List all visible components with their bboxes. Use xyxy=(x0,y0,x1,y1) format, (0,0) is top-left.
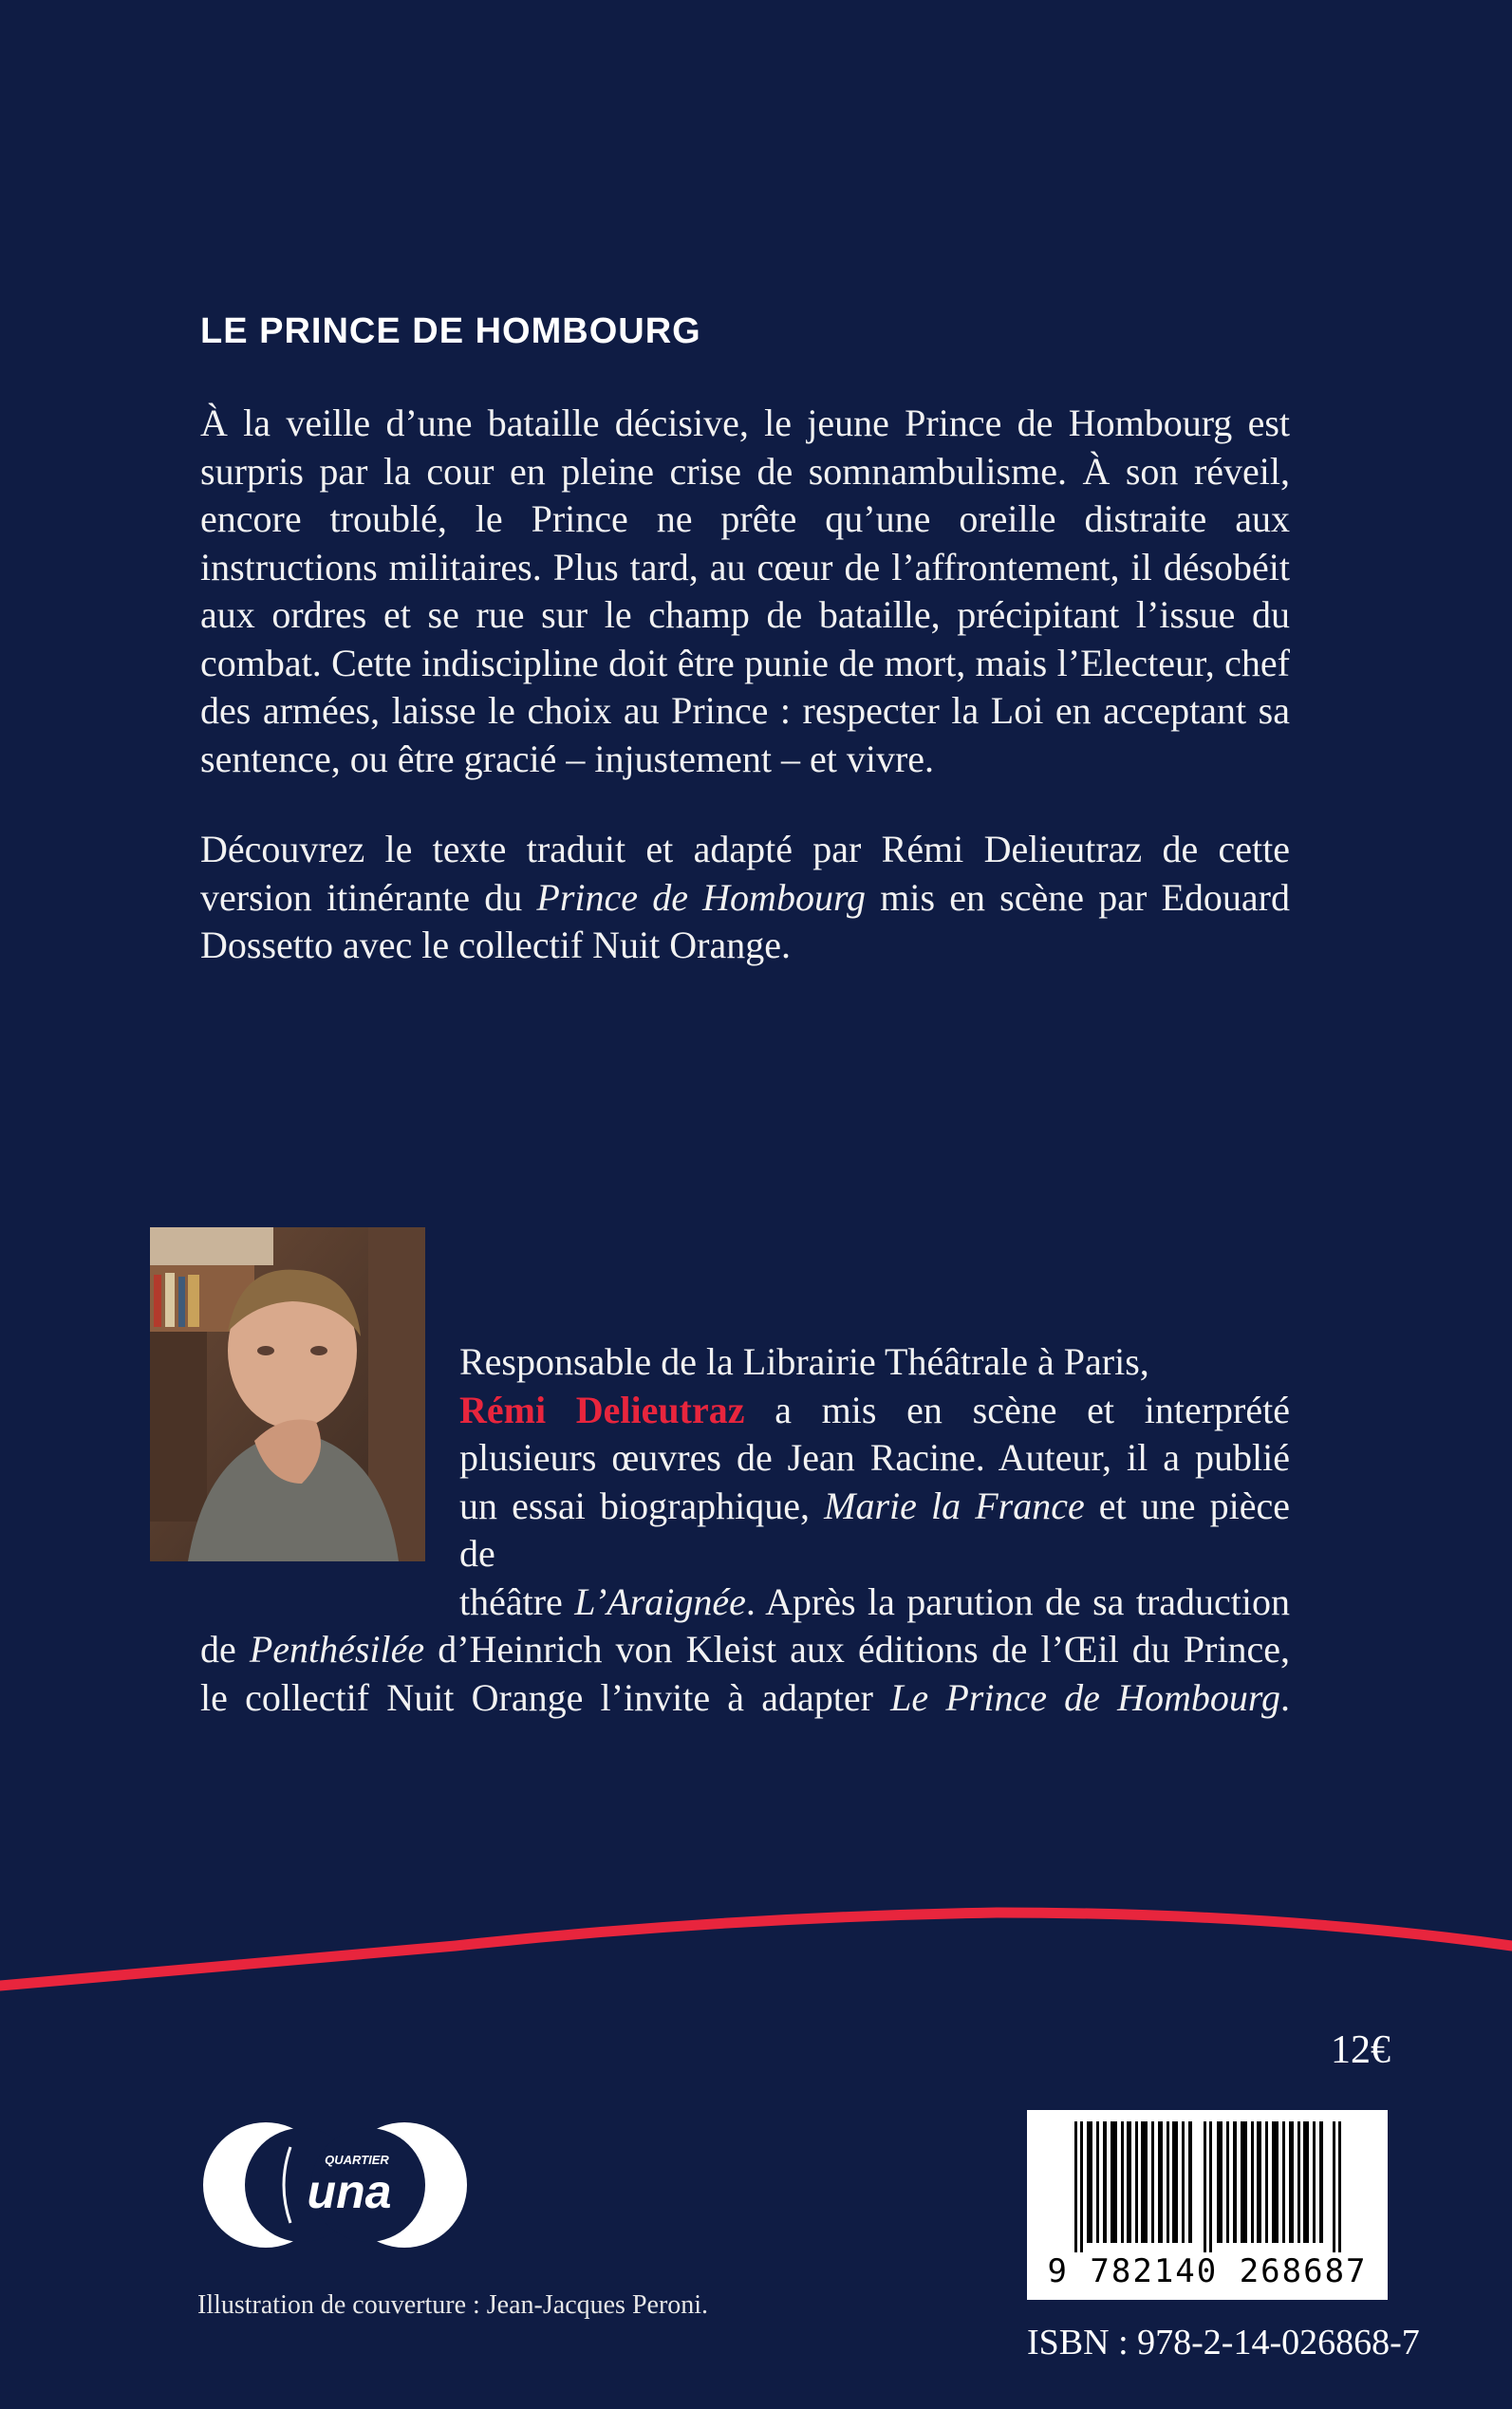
barcode-bars xyxy=(1027,2110,1388,2252)
bio-line-4-pre: un essai biographique, xyxy=(459,1484,825,1527)
bio-line-7 xyxy=(200,1674,1290,1723)
cover-illustration-credit: Illustration de couverture : Jean-Jacques Peroni. xyxy=(197,2290,709,2320)
bio-line-7-post: . xyxy=(1280,1675,1290,1719)
barcode-digits: 9 782140 268687 xyxy=(1047,2252,1368,2290)
bio-line-5-pre: théâtre xyxy=(459,1579,575,1623)
author-name: Rémi Delieutraz xyxy=(459,1388,745,1431)
red-wave-decoration xyxy=(0,1860,1512,2012)
bio-line-5 xyxy=(200,1578,1290,1627)
logo-quartier-text: QUARTIER xyxy=(325,2153,389,2167)
bio-line-4-italic: Marie la France xyxy=(824,1484,1085,1527)
discover-title-italic: Prince de Hombourg xyxy=(536,875,867,919)
bio-line-6-pre: de xyxy=(200,1628,250,1671)
bio-line-4 xyxy=(200,1483,1290,1578)
bio-line-5-post: . Après la parution de sa traduction xyxy=(745,1579,1290,1623)
barcode xyxy=(1027,2110,1388,2300)
bio-line-2 xyxy=(200,1387,1290,1435)
bio-line-6-post: d’Heinrich von Kleist aux éditions de l’Œil du Prince, xyxy=(424,1628,1290,1671)
discover-paragraph xyxy=(200,826,1290,970)
book-title: LE PRINCE DE HOMBOURG xyxy=(200,311,701,351)
bio-line-6-italic: Penthésilée xyxy=(249,1628,425,1671)
bio-line-6 xyxy=(200,1626,1290,1674)
bio-line-4-post: et une pièce de xyxy=(459,1484,1291,1575)
discover-text-after: mis en scène par Edouard Dossetto avec le collectif Nuit Orange. xyxy=(200,875,1290,966)
isbn: ISBN : 978-2-14-026868-7 xyxy=(1027,2323,1420,2362)
quartier-luna-logo xyxy=(197,2109,473,2261)
bio-line-3: plusieurs œuvres de Jean Racine. Auteur, il a publié xyxy=(459,1436,1290,1479)
price: 12€ xyxy=(1331,2028,1391,2072)
discover-text-before: Découvrez le texte traduit et adapté par Rémi Delieutraz de cette version itinérante du xyxy=(200,828,1290,919)
bio-line-5-italic: L’Araignée xyxy=(574,1579,746,1623)
bio-line-2-rest: a mis en scène et interprété xyxy=(744,1388,1290,1431)
bio-line-1: Responsable de la Librairie Théâtrale à Paris, xyxy=(459,1340,1149,1383)
bio-line-7-italic: Le Prince de Hombourg xyxy=(890,1675,1280,1719)
logo-una-text: una xyxy=(307,2165,392,2218)
author-bio xyxy=(200,1338,1290,1722)
summary-paragraph: À la veille d’une bataille décisive, le jeune Prince de Hombourg est surpris par la cour en pleine crise de somnambulisme. À son réveil, encore troublé, le Prince ne prête qu’une oreille distraite aux instructions militaires. Plus tard, au cœur de l’affrontement, il désobéit aux ordres et se rue sur le champ de bataille, précipitant l’issue du combat. Cette indiscipline doit être punie de mort, mais l’Electeur, chef des armées, laisse le choix au Prince : respecter la Loi en acceptant sa sentence, ou être gracié – injustement – et vivre. xyxy=(200,402,1290,780)
bio-line-7-pre: le collectif Nuit Orange l’invite à adapter xyxy=(200,1675,891,1719)
